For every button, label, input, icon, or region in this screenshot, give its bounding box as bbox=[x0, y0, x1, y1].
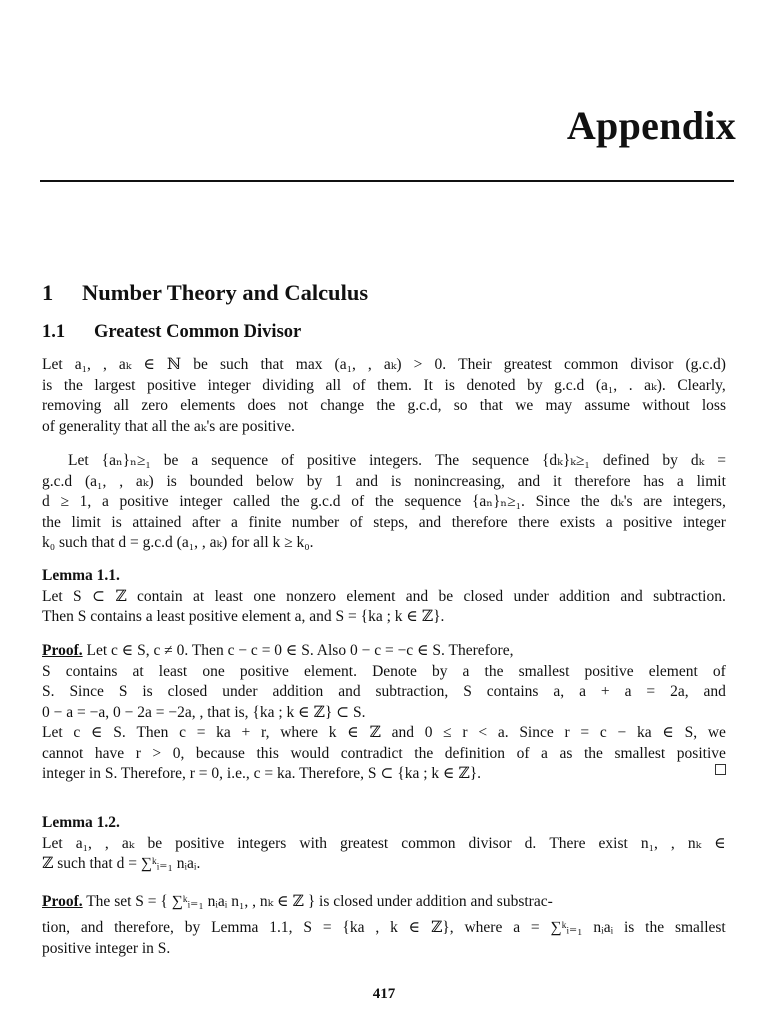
text-line: removing all zero elements does not change the g.c.d, so that we may assume without loss bbox=[42, 397, 726, 414]
proof-label: Proof. bbox=[42, 893, 83, 910]
text-line: Then S contains a least positive element a, and S = {ka ; k ∈ ℤ}. bbox=[42, 608, 445, 625]
subsection-number: 1.1 bbox=[42, 322, 66, 342]
lemma-1-2 bbox=[42, 813, 726, 875]
proof-first-line bbox=[42, 641, 726, 662]
paragraph-gcd-sequence bbox=[42, 451, 726, 554]
text-line: Let S ⊂ ℤ contain at least one nonzero element and be closed under addition and subtraction. bbox=[42, 587, 726, 605]
text-line: is the largest positive integer dividing all of them. It is denoted by g.c.d (a₁, . aₖ). Clearly, bbox=[42, 376, 726, 394]
text-line: Let c ∈ S, c ≠ 0. Then c − c = 0 ∈ S. Also 0 − c = −c ∈ S. Therefore, bbox=[86, 642, 514, 659]
text-line: ℤ such that d = ∑ᵏᵢ₌₁ nᵢaᵢ. bbox=[42, 855, 201, 872]
page-number: 417 bbox=[372, 986, 396, 1002]
text-line: k₀ such that d = g.c.d (a₁, , aₖ) for all k ≥ k₀. bbox=[42, 534, 314, 551]
text-line: Let c ∈ S. Then c = ka + r, where k ∈ ℤ and 0 ≤ r < a. Since r = c − ka ∈ S, we bbox=[42, 724, 726, 741]
text-line: g.c.d (a₁, , aₖ) is bounded below by 1 and is nonincreasing, and it therefore has a limit bbox=[42, 472, 726, 490]
text-line: the limit is attained after a finite number of steps, and therefore there exists a positive integer bbox=[42, 513, 726, 531]
text-line: 0 − a = −a, 0 − 2a = −2a, , that is, {ka ; k ∈ ℤ} ⊂ S. bbox=[42, 703, 366, 721]
chapter-rule bbox=[40, 180, 734, 182]
text-line: The set S = { ∑ᵏᵢ₌₁ nᵢaᵢ n₁, , nₖ ∈ ℤ } is closed under addition and substrac- bbox=[86, 893, 553, 910]
proof-label: Proof. bbox=[42, 642, 83, 659]
text-line: cannot have r > 0, because this would contradict the definition of a as the smallest positive bbox=[42, 744, 726, 762]
proof-lemma-1-1 bbox=[42, 641, 726, 785]
text-line: S. Since S is closed under addition and subtraction, S contains a, a + a = 2a, and bbox=[42, 683, 726, 700]
proof-first-line bbox=[42, 892, 726, 918]
text-line: positive integer in S. bbox=[42, 939, 171, 957]
subsection-title: Greatest Common Divisor bbox=[94, 322, 302, 342]
text-line-with-qed bbox=[42, 764, 726, 785]
lemma-title: Lemma 1.1. bbox=[42, 567, 120, 584]
text-line: integer in S. Therefore, r = 0, i.e., c = ka. Therefore, S ⊂ {ka ; k ∈ ℤ}. bbox=[42, 765, 482, 782]
qed-symbol bbox=[715, 764, 726, 775]
lemma-title: Lemma 1.2. bbox=[42, 814, 120, 831]
lemma-1-1 bbox=[42, 566, 726, 628]
proof-lemma-1-2 bbox=[42, 892, 726, 959]
text-line: of generality that all the aₖ's are positive. bbox=[42, 417, 295, 435]
text-line: d ≥ 1, a positive integer called the g.c.d of the sequence {aₙ}ₙ≥₁. Since the dₖ's are integers, bbox=[42, 493, 726, 510]
section-heading bbox=[42, 280, 368, 306]
text-line: Let {aₙ}ₙ≥₁ be a sequence of positive integers. The sequence {dₖ}ₖ≥₁ defined by dₖ = bbox=[68, 452, 726, 469]
paragraph-gcd-definition bbox=[42, 355, 726, 437]
text-line: S contains at least one positive element. Denote by a the smallest positive element of bbox=[42, 662, 726, 680]
subsection-heading bbox=[42, 322, 301, 343]
chapter-title: Appendix bbox=[566, 103, 736, 148]
text-line: Let a₁, , aₖ ∈ ℕ be such that max (a₁, , aₖ) > 0. Their greatest common divisor (g.c.d) bbox=[42, 356, 726, 373]
text-line: tion, and therefore, by Lemma 1.1, S = {ka , k ∈ ℤ}, where a = ∑ᵏᵢ₌₁ nᵢaᵢ is the smallest bbox=[42, 919, 726, 936]
text-line: Let a₁, , aₖ be positive integers with greatest common divisor d. There exist n₁, , nₖ ∈ bbox=[42, 834, 726, 852]
section-title: Number Theory and Calculus bbox=[82, 280, 369, 305]
section-number: 1 bbox=[42, 280, 54, 305]
